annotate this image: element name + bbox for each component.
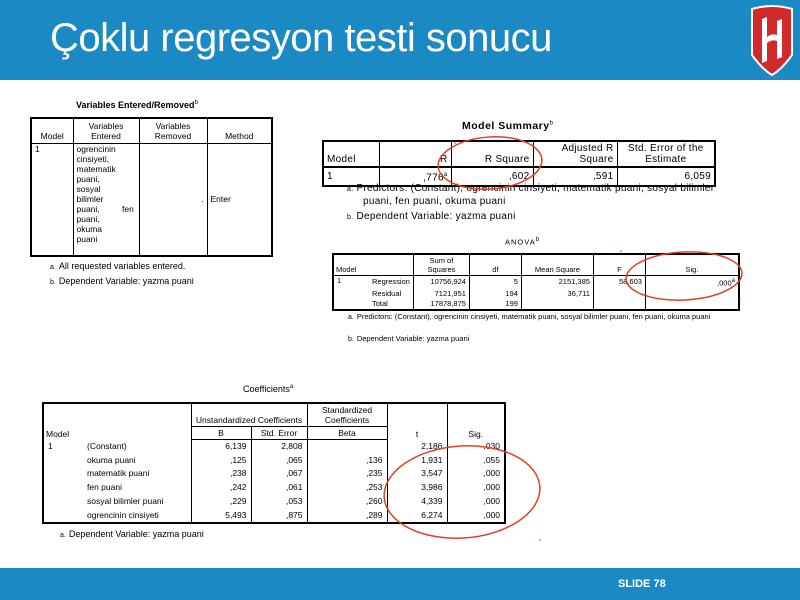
row-label: fen puani [87,482,122,493]
variables-note-b: b. Dependent Variable: yazma puani [50,276,194,286]
coef-model: 1 [48,440,53,451]
header-method: Method [207,118,272,144]
row-label: Regression [372,277,410,287]
slide-number: SLIDE 78 [618,578,666,590]
cell-t: 3,986 [387,481,447,495]
cell-t: 2,186 [387,440,447,454]
row-label: matematik puani [87,468,150,479]
table-row [333,299,739,310]
cell-beta: ,260 [307,495,387,509]
model-summary-table [322,140,716,187]
annotation-dot [620,250,622,252]
removed-variables: . [139,144,207,256]
header-source [369,254,413,276]
header-variables-entered: Variables Entered [73,118,139,144]
cell-se: ,065 [251,454,307,468]
header-unstandardized: Unstandardized Coefficients [191,403,307,427]
table-row [43,440,505,454]
table-row [333,289,739,299]
header-variables-removed: Variables Removed [139,118,207,144]
cell-ss: 17878,875 [413,299,469,310]
header-f: F [593,254,645,276]
cell-b: 5,493 [191,509,251,524]
cell-t: 3,547 [387,467,447,481]
header-std-error: Std. Error of the Estimate [617,141,715,167]
cell-se: ,067 [251,467,307,481]
row-label: Residual [372,288,402,298]
entered-variables: ogrencinin cinsiyeti, matematik puani, sosyal bilimler puani, fen puani, okuma puani [73,144,139,256]
ms-std-error: 6,059 [617,167,715,186]
table-row [43,495,505,509]
row-label: (Constant) [87,440,127,451]
cell-f: 58,603 [593,276,645,289]
ms-r: ,776$^a$ [379,167,451,186]
cell-sig: ,030 [447,440,505,454]
anova-note-b: b. Dependent Variable: yazma puani [348,334,470,343]
cell-beta [307,440,387,454]
table-row [43,481,505,495]
cell-ms: 36,711 [521,289,593,299]
cell-df: 5 [469,276,521,289]
method-value: Enter [207,144,272,256]
header-standardized: Standardized Coefficients [307,403,387,427]
coef-note-a: a. Dependent Variable: yazma puani [60,529,204,539]
cell-se: ,053 [251,495,307,509]
cell-b: 6,139 [191,440,251,454]
header-model: Model [333,254,369,276]
cell-ms [521,299,593,310]
anova-model: 1 [337,276,342,285]
cell-sig [645,289,739,299]
row-label: ogrencinin cinsiyeti [87,509,159,520]
cell-t: 4,339 [387,495,447,509]
header-std-error: Std. Error [251,427,307,440]
slide-title: Çoklu regresyon testi sonucu [50,16,552,60]
cell-f [593,289,645,299]
cell-b: ,229 [191,495,251,509]
cell-ms: 2151,385 [521,276,593,289]
university-h-logo-icon [746,3,798,79]
header-df: df [469,254,521,276]
variables-entered-table [30,117,273,257]
header-t: t [387,403,447,440]
cell-se: ,061 [251,481,307,495]
ms-model: 1 [327,170,333,182]
variables-note-a: a. All requested variables entered. [50,261,186,271]
table-row [43,509,505,524]
cell-f [593,299,645,310]
ms-note-b: b. Dependent Variable: yazma puani [347,211,516,222]
header-adjusted-r-square: Adjusted R Square [533,141,617,167]
ms-note-a: a. Predictors: (Constant), ogrencinin cinsiyeti, matematik puani, sosyal bilimler puani, fen puani, okuma puani [347,183,715,207]
cell-sig: ,000 [447,481,505,495]
row-label: okuma puani [87,454,136,465]
model-summary-caption: Model Summary$^b$ [462,120,554,132]
header-r-square: R Square [451,141,533,167]
cell-b: ,125 [191,454,251,468]
variables-table-caption: Variables Entered/Removed$^b$ [76,100,198,110]
cell-se: 2,808 [251,440,307,454]
cell-beta: ,235 [307,467,387,481]
header-b: B [191,427,251,440]
header-sum-of-squares: Sum of Squares [413,254,469,276]
cell-sig: ,000 [447,509,505,524]
cell-sig: ,000 [447,495,505,509]
cell-beta: ,253 [307,481,387,495]
cell-ss: 10756,924 [413,276,469,289]
ms-r-square: ,602 [451,167,533,186]
cell-sig: ,000 [447,467,505,481]
header-model: Model [46,428,70,439]
cell-sig: ,055 [447,454,505,468]
header-sig: Sig. [645,254,739,276]
cell-ss: 7121,951 [413,289,469,299]
cell-se: ,875 [251,509,307,524]
row-label: sosyal bilimler puani [87,495,164,506]
header-sig: Sig. [447,403,505,440]
table-row [43,454,505,468]
header-model: Model [31,118,73,144]
footer-bar [0,568,800,600]
annotation-dot [539,539,541,541]
cell-sig: ,000$^a$ [645,276,739,289]
cell-b: ,238 [191,467,251,481]
table-row [43,467,505,481]
table-row [333,276,739,289]
header-r: R [379,141,451,167]
anova-table [332,253,740,311]
cell-beta: ,136 [307,454,387,468]
coefficients-caption: Coefficients$^a$ [243,384,294,394]
cell-df: 199 [469,299,521,310]
cell-b: ,242 [191,481,251,495]
header-beta: Beta [307,427,387,440]
row-label: Total [372,298,388,308]
cell-df: 194 [469,289,521,299]
model-number: 1 [35,144,40,154]
cell-t: 1,931 [387,454,447,468]
cell-sig [645,299,739,310]
cell-t: 6,274 [387,509,447,524]
ms-adj-r-square: ,591 [533,167,617,186]
cell-beta: ,289 [307,509,387,524]
anova-caption: ANOVA$^b$ [505,237,541,247]
header-mean-square: Mean Square [521,254,593,276]
header-model: Model [323,141,379,167]
coefficients-table [42,402,506,524]
anova-note-a: a. Predictors: (Constant), ogrencinin cinsiyeti, matematik puani, sosyal bilimler puani, fen puani, okuma puani [348,312,711,321]
